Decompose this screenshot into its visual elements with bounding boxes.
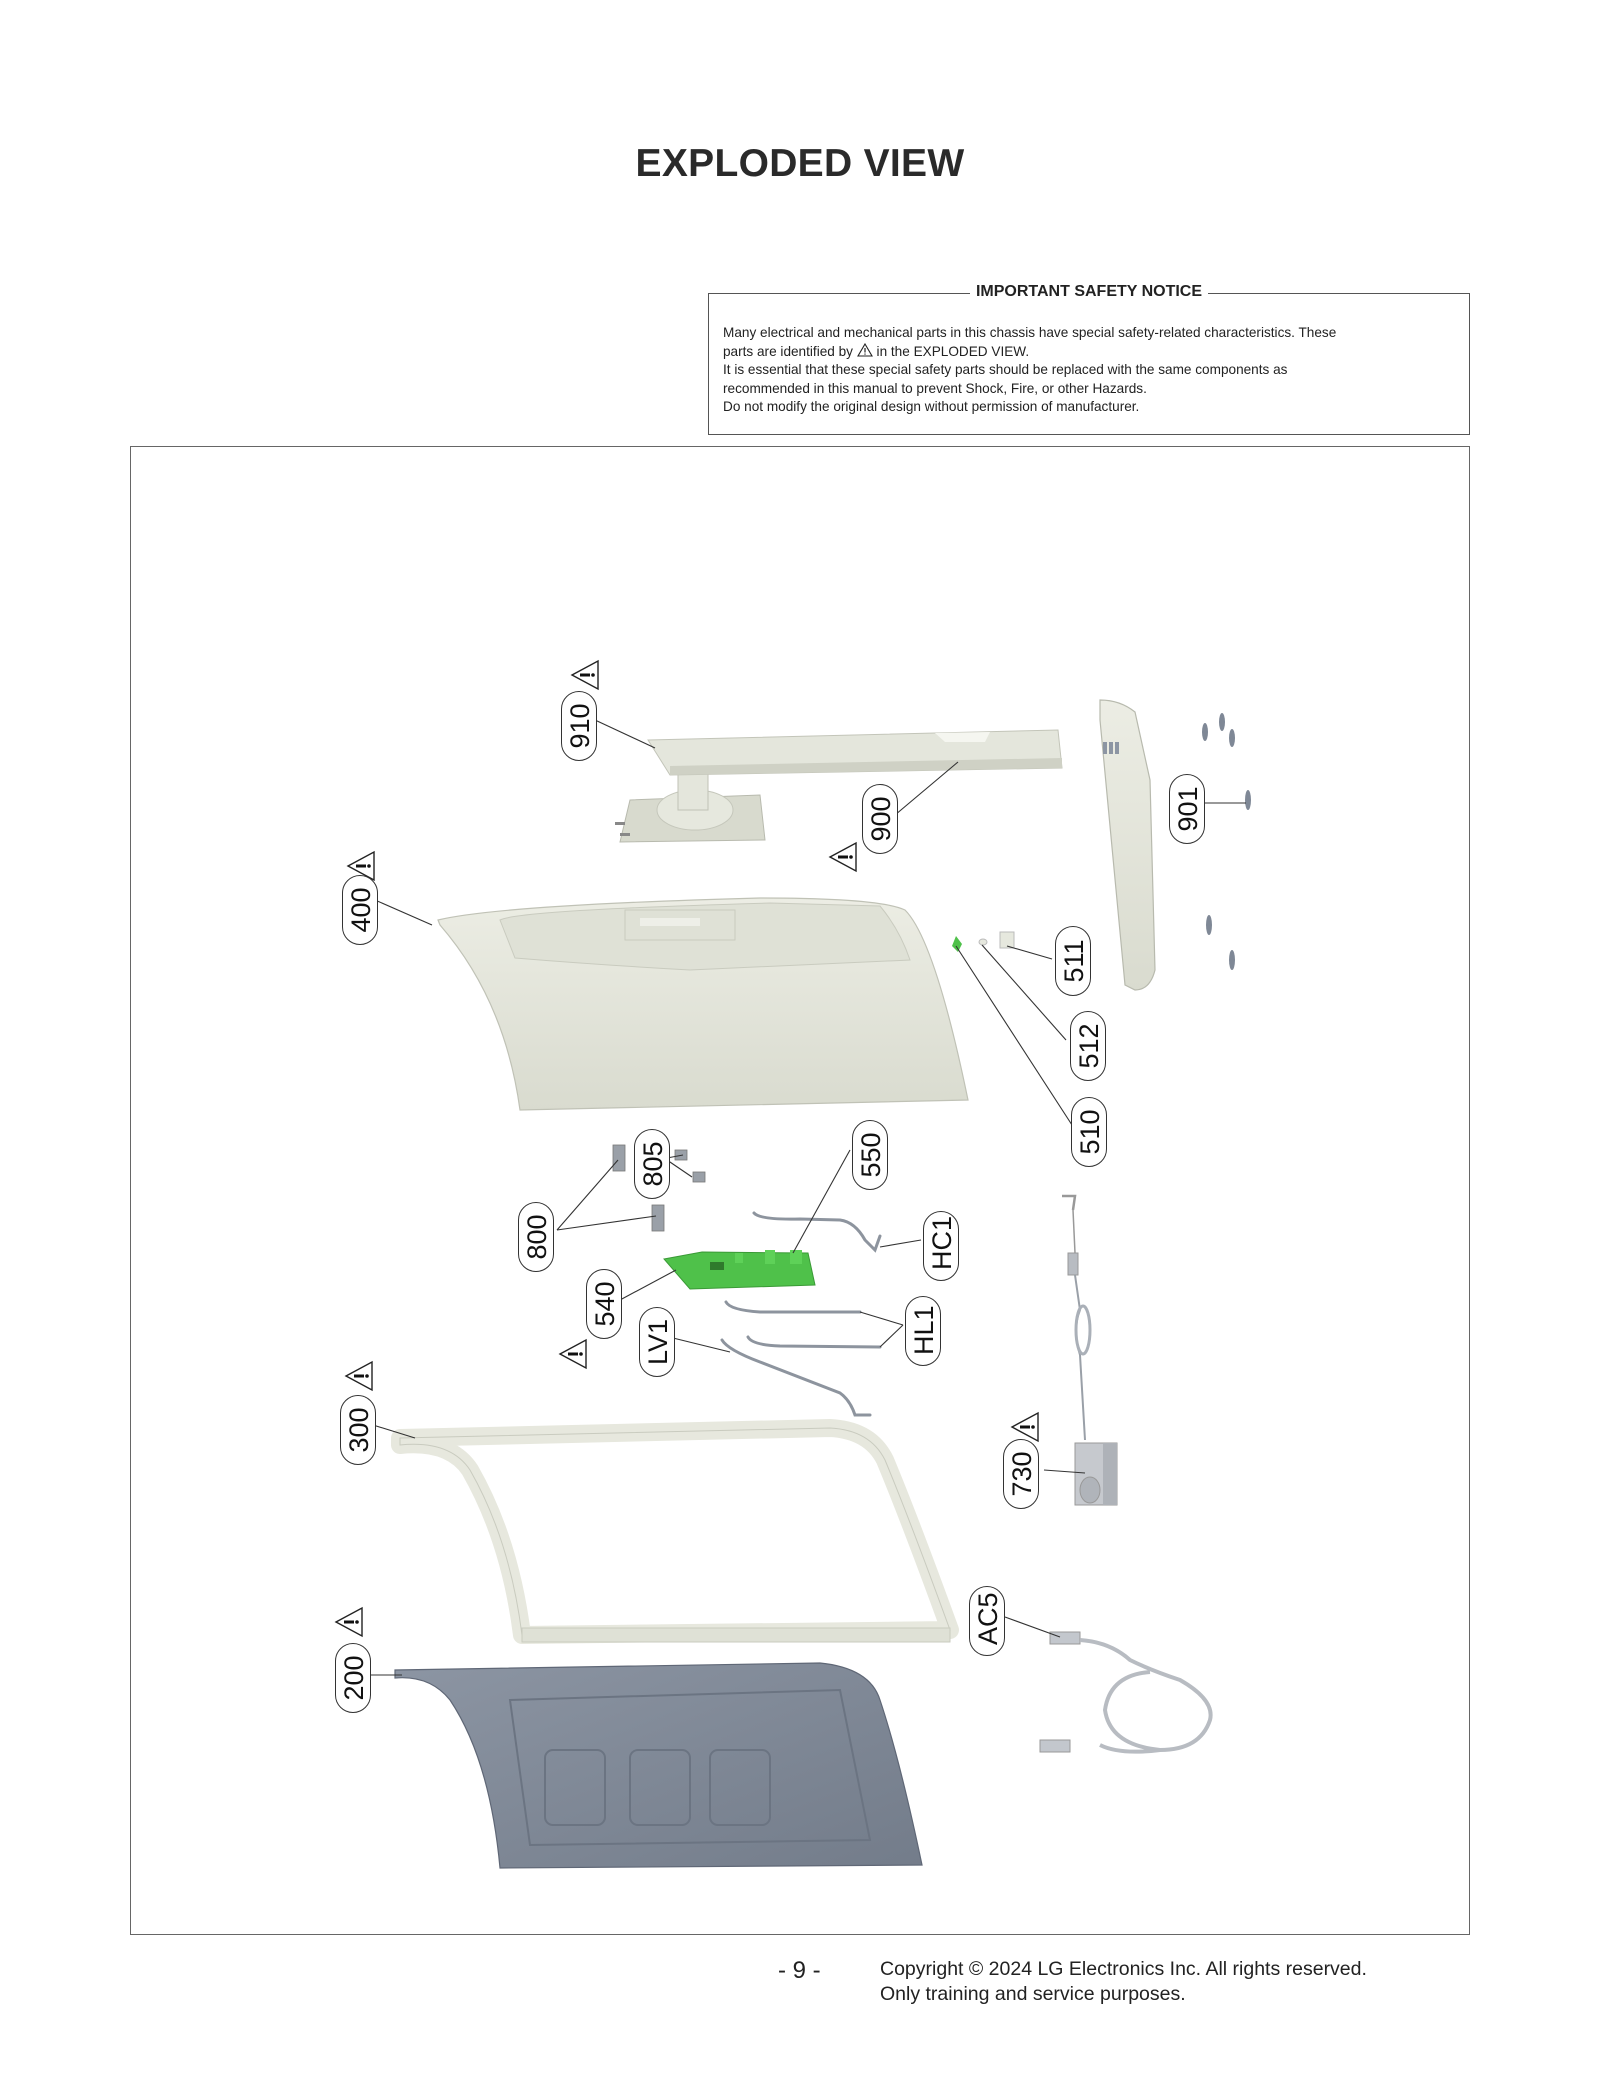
copyright-line-2: Only training and service purposes. [880, 1983, 1186, 2005]
cables-hc1-hl1-lv1 [722, 1213, 880, 1415]
notice-line-3: It is essential that these special safety parts should be replaced with the same components as [723, 362, 1288, 378]
callout-hl1: HL1 [905, 1296, 941, 1366]
callout-550: 550 [852, 1120, 888, 1190]
callout-ac5: AC5 [969, 1586, 1005, 1656]
screws-part-901 [1202, 713, 1251, 970]
small-parts-510-512 [952, 932, 1014, 952]
warning-triangle-icon-300 [346, 1362, 372, 1390]
callout-800: 800 [518, 1202, 554, 1272]
callout-805: 805 [634, 1129, 670, 1199]
warning-triangle-icon-730 [1012, 1413, 1038, 1441]
notice-line-5: Do not modify the original design without permission of manufacturer. [723, 399, 1140, 415]
callout-lv1: LV1 [639, 1307, 675, 1377]
warning-triangle-icon-900 [830, 843, 856, 871]
callout-900: 900 [862, 784, 898, 854]
callout-400: 400 [342, 875, 378, 945]
backplate-part-200 [395, 1663, 922, 1868]
callout-511: 511 [1055, 926, 1091, 996]
back-cover-part-400 [438, 898, 968, 1110]
usb-cable-part-ac5 [1040, 1632, 1211, 1752]
copyright-notice [880, 1957, 1367, 2007]
notice-line-2: parts are identified by in the EXPLODED VIEW. [723, 343, 1030, 359]
warning-triangle-icon-540 [560, 1340, 586, 1368]
callout-300: 300 [340, 1395, 376, 1465]
callout-hc1: HC1 [923, 1211, 959, 1281]
stand-base-part-910 [615, 770, 765, 842]
stand-arm-part-900 [648, 730, 1062, 775]
callout-510: 510 [1071, 1097, 1107, 1167]
power-adapter-part-730 [1062, 1196, 1117, 1505]
callout-512: 512 [1070, 1011, 1106, 1081]
warning-triangle-icon-910 [572, 661, 598, 689]
stand-cover-part [1100, 700, 1155, 990]
page-title: EXPLODED VIEW [635, 142, 965, 185]
callout-901: 901 [1169, 774, 1205, 844]
notice-line-4: recommended in this manual to prevent Shock, Fire, or other Hazards. [723, 380, 1147, 396]
front-frame-part-300 [400, 1428, 950, 1642]
safety-notice-title: IMPORTANT SAFETY NOTICE [970, 283, 1208, 300]
pcb-part-540 [664, 1250, 815, 1289]
callout-910: 910 [561, 691, 597, 761]
callout-730: 730 [1003, 1439, 1039, 1509]
callout-200: 200 [335, 1643, 371, 1713]
warning-triangle-icon-200 [336, 1608, 362, 1636]
notice-line-1: Many electrical and mechanical parts in this chassis have special safety-related characteristics. These [723, 325, 1337, 340]
page-number: - 9 - [778, 1957, 821, 1984]
copyright-line-1: Copyright © 2024 LG Electronics Inc. All rights reserved. [880, 1958, 1367, 1980]
callout-540: 540 [586, 1269, 622, 1339]
